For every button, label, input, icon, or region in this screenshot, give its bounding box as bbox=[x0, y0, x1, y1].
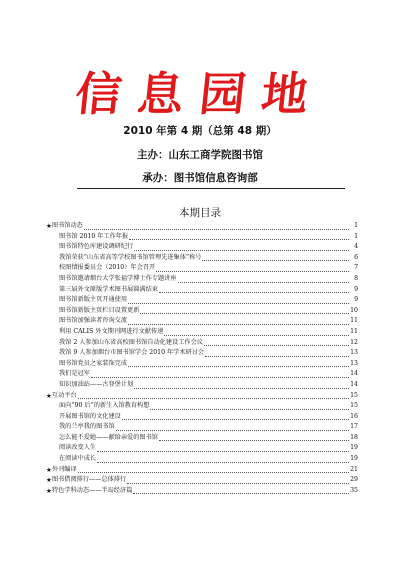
toc-entry[interactable] bbox=[46, 369, 358, 380]
toc-entry-title: 知识加油站——古登堡计划 bbox=[59, 380, 134, 388]
star-icon: ★ bbox=[46, 486, 52, 495]
dot-leader bbox=[91, 377, 349, 378]
host-line: 主办：山东工商学院图书馆 bbox=[137, 149, 263, 161]
dot-leader bbox=[164, 335, 349, 336]
dot-leader bbox=[134, 250, 349, 251]
dot-leader bbox=[204, 345, 349, 346]
toc-entry[interactable] bbox=[46, 454, 358, 465]
toc-entry[interactable] bbox=[46, 242, 358, 253]
toc-entry-page: 1 bbox=[354, 232, 358, 240]
toc-entry-page: 29 bbox=[350, 476, 358, 484]
toc-section[interactable] bbox=[46, 391, 358, 402]
toc-entry-page: 7 bbox=[354, 264, 358, 272]
dot-leader bbox=[78, 472, 349, 473]
toc-entry-page: 4 bbox=[354, 243, 358, 251]
toc-entry-page: 17 bbox=[350, 423, 358, 431]
dot-leader bbox=[128, 366, 349, 367]
toc-entry-title: 开展图书馆的文化建设 bbox=[59, 412, 121, 420]
toc-entry-title: 互动平台 bbox=[51, 391, 77, 399]
dot-leader bbox=[128, 303, 349, 304]
table-of-contents bbox=[46, 221, 358, 496]
toc-entry-page: 6 bbox=[354, 253, 358, 261]
toc-entry[interactable] bbox=[46, 412, 358, 423]
toc-entry-page: 9 bbox=[354, 296, 358, 304]
toc-entry-page: 14 bbox=[350, 370, 358, 378]
toc-entry-title: 图书馆特色库建设调研纪行 bbox=[59, 243, 134, 251]
toc-entry[interactable] bbox=[46, 443, 358, 454]
toc-entry-page: 19 bbox=[350, 455, 358, 463]
toc-entry-page: 1 bbox=[354, 222, 358, 229]
toc-section[interactable] bbox=[46, 465, 358, 476]
toc-entry-title: 第三届外文原版学术图书展圆满结束 bbox=[59, 285, 158, 293]
toc-entry[interactable] bbox=[46, 232, 358, 243]
toc-entry-page: 15 bbox=[350, 402, 358, 410]
dot-leader bbox=[127, 483, 349, 484]
toc-entry-page: 11 bbox=[350, 327, 358, 335]
toc-entry[interactable] bbox=[46, 316, 358, 327]
star-icon: ★ bbox=[46, 391, 52, 400]
toc-entry-title: 阅读改变人生 bbox=[59, 444, 97, 452]
toc-entry-page: 11 bbox=[350, 317, 358, 325]
toc-entry-title: 图书馆党员之家装饰完成 bbox=[59, 359, 128, 367]
dot-leader bbox=[178, 282, 349, 283]
toc-entry[interactable] bbox=[46, 401, 358, 412]
toc-entry-page: 35 bbox=[350, 486, 358, 494]
toc-entry[interactable] bbox=[46, 274, 358, 285]
toc-section[interactable] bbox=[46, 221, 358, 232]
toc-entry-page: 9 bbox=[354, 285, 358, 293]
toc-entry-title: 我馆荣获“山东省高等学校图书馆管理先进集体”称号 bbox=[59, 253, 202, 261]
toc-entry[interactable] bbox=[46, 359, 358, 370]
toc-entry-title: 图书馆邀请烟台大学张福学博士作专题讲座 bbox=[59, 274, 177, 282]
toc-entry-title: 在阅读中成长 bbox=[59, 455, 97, 463]
star-icon: ★ bbox=[46, 222, 52, 230]
toc-entry-title: 我的兰亭我的图书馆 bbox=[59, 423, 115, 431]
toc-entry[interactable] bbox=[46, 285, 358, 296]
dot-leader bbox=[156, 271, 349, 272]
toc-entry[interactable] bbox=[46, 327, 358, 338]
toc-section[interactable] bbox=[46, 475, 358, 486]
dot-leader bbox=[202, 260, 349, 261]
toc-entry[interactable] bbox=[46, 422, 358, 433]
toc-entry-title: 图书馆动态 bbox=[51, 222, 83, 229]
issue-number: 2010 年第 4 期（总第 48 期） bbox=[123, 125, 277, 137]
toc-entry-title: 特色学科动态——半岛经济篇 bbox=[51, 486, 133, 494]
toc-entry-page: 21 bbox=[350, 465, 358, 473]
toc-entry-title: 我馆 2 人参加山东省高校图书馆自动化建设工作会议 bbox=[59, 338, 203, 346]
toc-entry-page: 18 bbox=[350, 433, 358, 441]
dot-leader bbox=[205, 356, 349, 357]
dot-leader bbox=[150, 409, 349, 410]
toc-entry-title: 面向“90 后”的新生入馆教育构想 bbox=[59, 402, 150, 410]
toc-entry-title: 利用 CALIS 外文期刊网进行文献传递 bbox=[59, 327, 164, 335]
dot-leader bbox=[128, 324, 349, 325]
toc-entry[interactable] bbox=[46, 253, 358, 264]
organizer-line: 承办：图书馆信息咨询部 bbox=[142, 172, 258, 184]
toc-entry-page: 13 bbox=[350, 349, 358, 357]
toc-entry[interactable] bbox=[46, 348, 358, 359]
dot-leader bbox=[129, 239, 349, 240]
toc-entry-page: 14 bbox=[350, 380, 358, 388]
toc-heading: 本期目录 bbox=[179, 207, 221, 219]
toc-entry[interactable] bbox=[46, 380, 358, 391]
dot-leader bbox=[122, 419, 349, 420]
dot-leader bbox=[159, 292, 349, 293]
toc-entry-title: 校图情报委员会（2010）年会召开 bbox=[59, 264, 156, 272]
toc-entry[interactable] bbox=[46, 306, 358, 317]
dot-leader bbox=[133, 493, 349, 494]
toc-entry[interactable] bbox=[46, 295, 358, 306]
toc-entry-page: 13 bbox=[350, 359, 358, 367]
dot-leader bbox=[97, 462, 349, 463]
toc-entry-title: 外刊编译 bbox=[51, 465, 77, 473]
star-icon: ★ bbox=[46, 476, 52, 485]
star-icon: ★ bbox=[46, 465, 52, 474]
dot-leader bbox=[134, 388, 349, 389]
toc-section[interactable] bbox=[46, 486, 358, 497]
dot-leader bbox=[78, 398, 349, 399]
toc-entry-page: 12 bbox=[350, 338, 358, 346]
toc-entry-page: 8 bbox=[354, 274, 358, 282]
toc-entry-title: 怎么能不爱她——献给亲爱的图书馆 bbox=[59, 433, 158, 441]
dot-leader bbox=[159, 440, 349, 441]
dot-leader bbox=[97, 451, 349, 452]
toc-entry-page: 10 bbox=[350, 306, 358, 314]
dot-leader bbox=[116, 430, 349, 431]
toc-entry-title: 图书馆 2010 年工作年报 bbox=[59, 232, 129, 240]
toc-entry-page: 16 bbox=[350, 412, 358, 420]
toc-entry-title: 我们是冠军 bbox=[59, 370, 90, 378]
dot-leader bbox=[84, 229, 349, 230]
divider bbox=[77, 188, 345, 189]
toc-entry-title: 我馆 9 人参加烟台市图书馆学会 2010 年学术研讨会 bbox=[59, 349, 205, 357]
toc-entry[interactable] bbox=[46, 263, 358, 274]
toc-entry-page: 19 bbox=[350, 444, 358, 452]
toc-entry-title: 图书馆加强读者咨询交流 bbox=[59, 317, 128, 325]
masthead-title: 信息园地 bbox=[72, 67, 327, 121]
dot-leader bbox=[140, 313, 349, 314]
toc-entry-title: 图书馆新版主页开通使用 bbox=[59, 296, 128, 304]
toc-entry-page: 15 bbox=[350, 391, 358, 399]
toc-entry-title: 图书借阅排行——总体排行 bbox=[51, 476, 127, 484]
toc-entry[interactable] bbox=[46, 433, 358, 444]
toc-entry[interactable] bbox=[46, 338, 358, 349]
toc-entry-title: 图书馆新版主页栏目设置更新 bbox=[59, 306, 140, 314]
